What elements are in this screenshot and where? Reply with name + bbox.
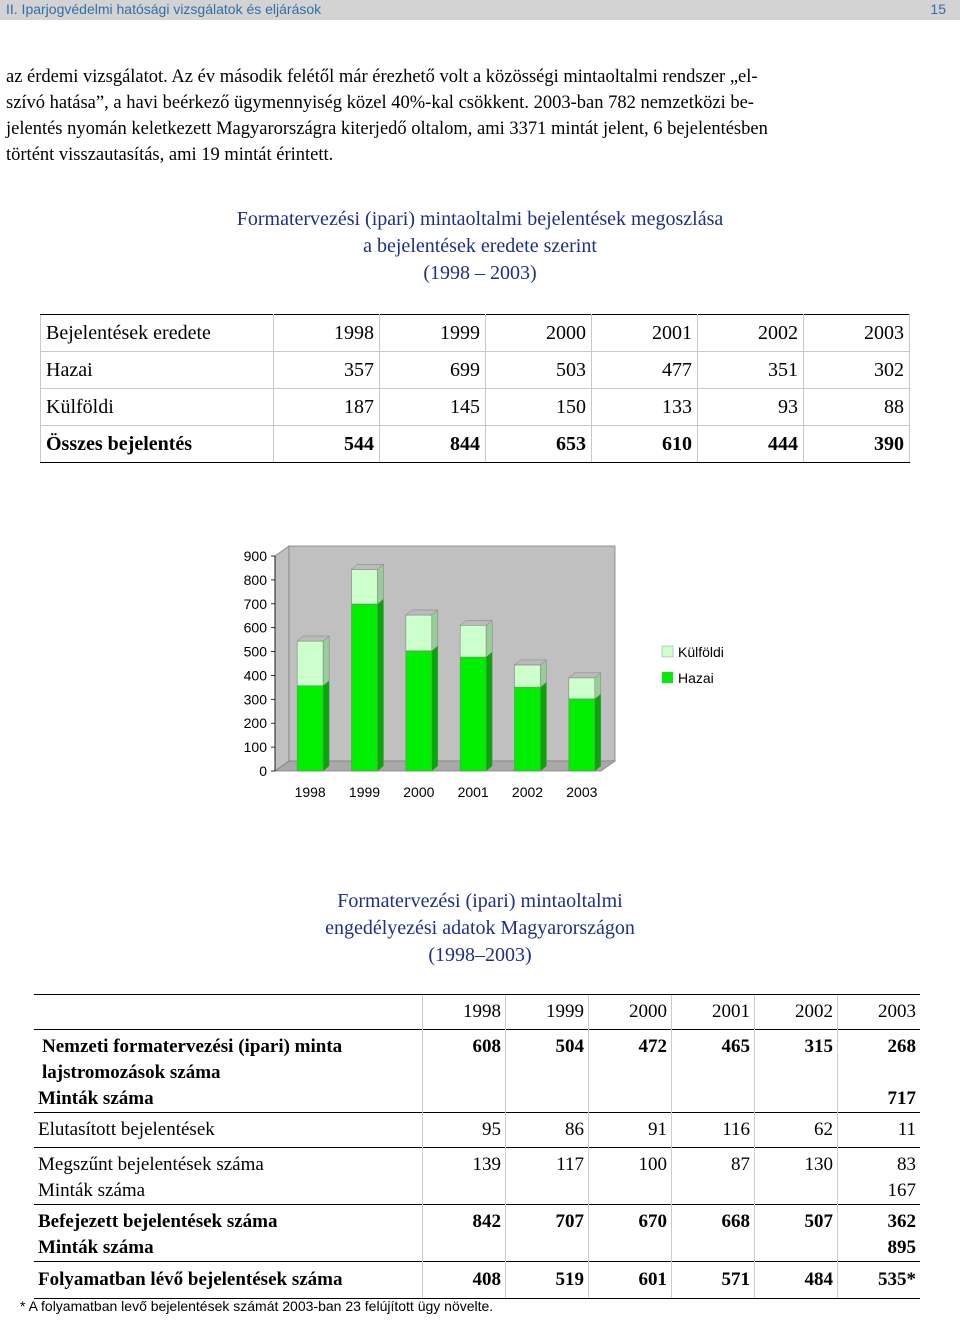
cell: 535* (838, 1262, 921, 1299)
cell: 139 (423, 1148, 506, 1179)
table-header-row (41, 315, 910, 352)
row-label-line: Nemzeti formatervezési (ipari) minta (42, 1036, 343, 1057)
x-tick-label: 2000 (403, 784, 435, 800)
cell: 670 (589, 1205, 672, 1236)
cell: 519 (506, 1262, 589, 1299)
title-line: (1998 – 2003) (423, 262, 537, 284)
table-row (41, 352, 910, 389)
row-label: Összes bejelentés (41, 426, 274, 463)
cell: 362 (838, 1205, 921, 1236)
row-label: Minták száma (38, 1237, 154, 1258)
cell: 62 (755, 1113, 838, 1148)
applications-origin-table (40, 314, 910, 463)
table-subrow (34, 1235, 920, 1262)
bar-hazai-side (595, 694, 601, 771)
table-subrow (34, 1086, 920, 1113)
y-tick-label: 900 (243, 548, 267, 564)
header-cell: 2002 (698, 315, 804, 352)
y-tick-label: 700 (243, 595, 267, 612)
cell: 707 (506, 1205, 589, 1236)
bar-hazai-side (323, 681, 329, 771)
row-label (34, 1030, 423, 1087)
table1-title (0, 206, 960, 287)
cell: 895 (838, 1235, 921, 1262)
table-row (34, 1113, 920, 1148)
cell: 444 (698, 426, 804, 463)
paragraph-line: az érdemi vizsgálatot. Az év második felétől már érezhető volt a közösségi mintaoltalmi rendszer „el- (6, 67, 758, 87)
cell: 150 (486, 389, 592, 426)
bar-top (352, 564, 384, 569)
table-total-row (41, 426, 910, 463)
cell: 668 (672, 1205, 755, 1236)
year-header: 2003 (838, 995, 921, 1030)
registration-data-table (34, 994, 920, 1299)
y-tick-label: 200 (243, 715, 267, 732)
row-label: Minták száma (38, 1180, 146, 1201)
cell: 268 (838, 1030, 921, 1087)
y-tick-label: 100 (243, 739, 267, 756)
bar-top (569, 673, 601, 678)
paragraph-line: szívó hatása”, a havi beérkező ügymennyiség közel 40%-kal csökkent. 2003-ban 782 nemzetközi be- (6, 93, 754, 113)
bar-top (406, 610, 438, 615)
cell: 477 (592, 352, 698, 389)
cell: 699 (380, 352, 486, 389)
table-subrow (34, 1178, 920, 1205)
cell: 357 (274, 352, 380, 389)
title-line: Formatervezési (ipari) mintaoltalmi (337, 890, 623, 912)
table-row (34, 1148, 920, 1179)
header-blank (34, 995, 423, 1030)
cell: 145 (380, 389, 486, 426)
bar-hazai-side (378, 599, 384, 771)
bar-hazai-side (541, 682, 547, 771)
header-cell: 1999 (380, 315, 486, 352)
bar-külföldi-front (515, 665, 541, 687)
cell: 842 (423, 1205, 506, 1236)
year-header: 2001 (672, 995, 755, 1030)
cell: 91 (589, 1113, 672, 1148)
chart-side-wall (275, 546, 289, 771)
page-header (0, 0, 960, 20)
body-paragraph (6, 64, 954, 168)
bar-külföldi-front (460, 625, 486, 657)
bar-külföldi-side (486, 620, 492, 657)
cell: 390 (804, 426, 910, 463)
cell: 653 (486, 426, 592, 463)
year-header: 2000 (589, 995, 672, 1030)
bar-hazai-front (406, 651, 432, 771)
cell: 315 (755, 1030, 838, 1087)
y-tick-label: 500 (243, 643, 267, 660)
cell: 133 (592, 389, 698, 426)
cell: 717 (838, 1086, 921, 1113)
chapter-title: II. Iparjogvédelmi hatósági vizsgálatok és eljárások (6, 1, 322, 17)
x-tick-label: 2003 (566, 784, 598, 800)
bar-top (297, 636, 329, 641)
cell: 571 (672, 1262, 755, 1299)
cell: 484 (755, 1262, 838, 1299)
y-tick-label: 300 (243, 691, 267, 708)
cell: 351 (698, 352, 804, 389)
paragraph-line: jelentés nyomán keletkezett Magyarországra kiterjedő oltalom, ami 3371 mintát jelent, 6 bejelentésben (6, 119, 768, 139)
table-row (34, 1030, 920, 1087)
header-cell: 1998 (274, 315, 380, 352)
row-label: Folyamatban lévő bejelentések száma (34, 1262, 423, 1299)
legend-label: Külföldi (678, 644, 724, 660)
bar-külföldi-front (297, 641, 323, 686)
title-line: engedélyezési adatok Magyarországon (325, 917, 635, 939)
table-row (34, 1262, 920, 1299)
cell: 116 (672, 1113, 755, 1148)
cell: 472 (589, 1030, 672, 1087)
y-tick-label: 400 (243, 667, 267, 684)
bar-hazai-front (569, 699, 595, 771)
table-row (34, 1205, 920, 1236)
row-label: Minták száma (38, 1088, 154, 1109)
bar-top (515, 660, 547, 665)
table-header-row (34, 995, 920, 1030)
page-number: 15 (930, 1, 946, 17)
row-label: Megszűnt bejelentések száma (34, 1148, 423, 1179)
y-tick-label: 0 (259, 763, 267, 779)
cell: 601 (589, 1262, 672, 1299)
cell: 507 (755, 1205, 838, 1236)
year-header: 1999 (506, 995, 589, 1030)
cell: 95 (423, 1113, 506, 1148)
cell: 86 (506, 1113, 589, 1148)
bar-hazai-front (297, 686, 323, 771)
cell: 11 (838, 1113, 921, 1148)
y-tick-label: 800 (243, 571, 267, 588)
year-header: 1998 (423, 995, 506, 1030)
bar-hazai-side (486, 652, 492, 771)
bar-külföldi-front (569, 678, 595, 699)
cell: 117 (506, 1148, 589, 1179)
bar-hazai-front (460, 657, 486, 771)
cell: 88 (804, 389, 910, 426)
bar-külföldi-side (432, 610, 438, 651)
table-row (41, 389, 910, 426)
title-line: (1998–2003) (428, 944, 532, 966)
legend-label: Hazai (678, 670, 714, 686)
cell: 408 (423, 1262, 506, 1299)
bar-külföldi-side (378, 564, 384, 604)
bar-külföldi-front (406, 615, 432, 651)
cell: 167 (838, 1178, 921, 1205)
cell: 844 (380, 426, 486, 463)
cell: 503 (486, 352, 592, 389)
x-tick-label: 2001 (457, 784, 489, 800)
cell: 504 (506, 1030, 589, 1087)
legend-swatch-külföldi (662, 646, 673, 657)
header-cell: Bejelentések eredete (41, 315, 274, 352)
header-cell: 2001 (592, 315, 698, 352)
stacked-bar-chart (230, 535, 750, 810)
title-line: a bejelentések eredete szerint (363, 235, 597, 257)
row-label: Külföldi (41, 389, 274, 426)
paragraph-line: történt visszautasítás, ami 19 mintát érintett. (6, 145, 334, 165)
cell: 130 (755, 1148, 838, 1179)
x-tick-label: 1999 (348, 784, 381, 800)
cell: 544 (274, 426, 380, 463)
footnote: * A folyamatban levő bejelentések számát 2003-ban 23 felújított ügy növelte. (20, 1298, 494, 1314)
row-label: Elutasított bejelentések (34, 1113, 423, 1148)
row-label: Befejezett bejelentések száma (34, 1205, 423, 1236)
chart-back-wall (289, 546, 615, 761)
row-label: Hazai (41, 352, 274, 389)
cell: 608 (423, 1030, 506, 1087)
bar-hazai-front (352, 604, 378, 771)
cell: 93 (698, 389, 804, 426)
legend-swatch-hazai (662, 672, 673, 683)
bar-hazai-front (515, 687, 541, 771)
bar-külföldi-side (323, 636, 329, 686)
title-line: Formatervezési (ipari) mintaoltalmi bejelentések megoszlása (236, 208, 724, 230)
x-tick-label: 2002 (511, 784, 544, 800)
cell: 610 (592, 426, 698, 463)
header-cell: 2000 (486, 315, 592, 352)
table2-title (0, 888, 960, 969)
bar-hazai-side (432, 646, 438, 771)
bar-külföldi-front (352, 569, 378, 604)
bar-top (460, 620, 492, 625)
cell: 187 (274, 389, 380, 426)
y-tick-label: 600 (243, 619, 267, 636)
cell: 100 (589, 1148, 672, 1179)
cell: 465 (672, 1030, 755, 1087)
year-header: 2002 (755, 995, 838, 1030)
cell: 302 (804, 352, 910, 389)
row-label-line: lajstromozások száma (42, 1062, 221, 1083)
header-cell: 2003 (804, 315, 910, 352)
cell: 83 (838, 1148, 921, 1179)
x-tick-label: 1998 (294, 784, 326, 800)
cell: 87 (672, 1148, 755, 1179)
